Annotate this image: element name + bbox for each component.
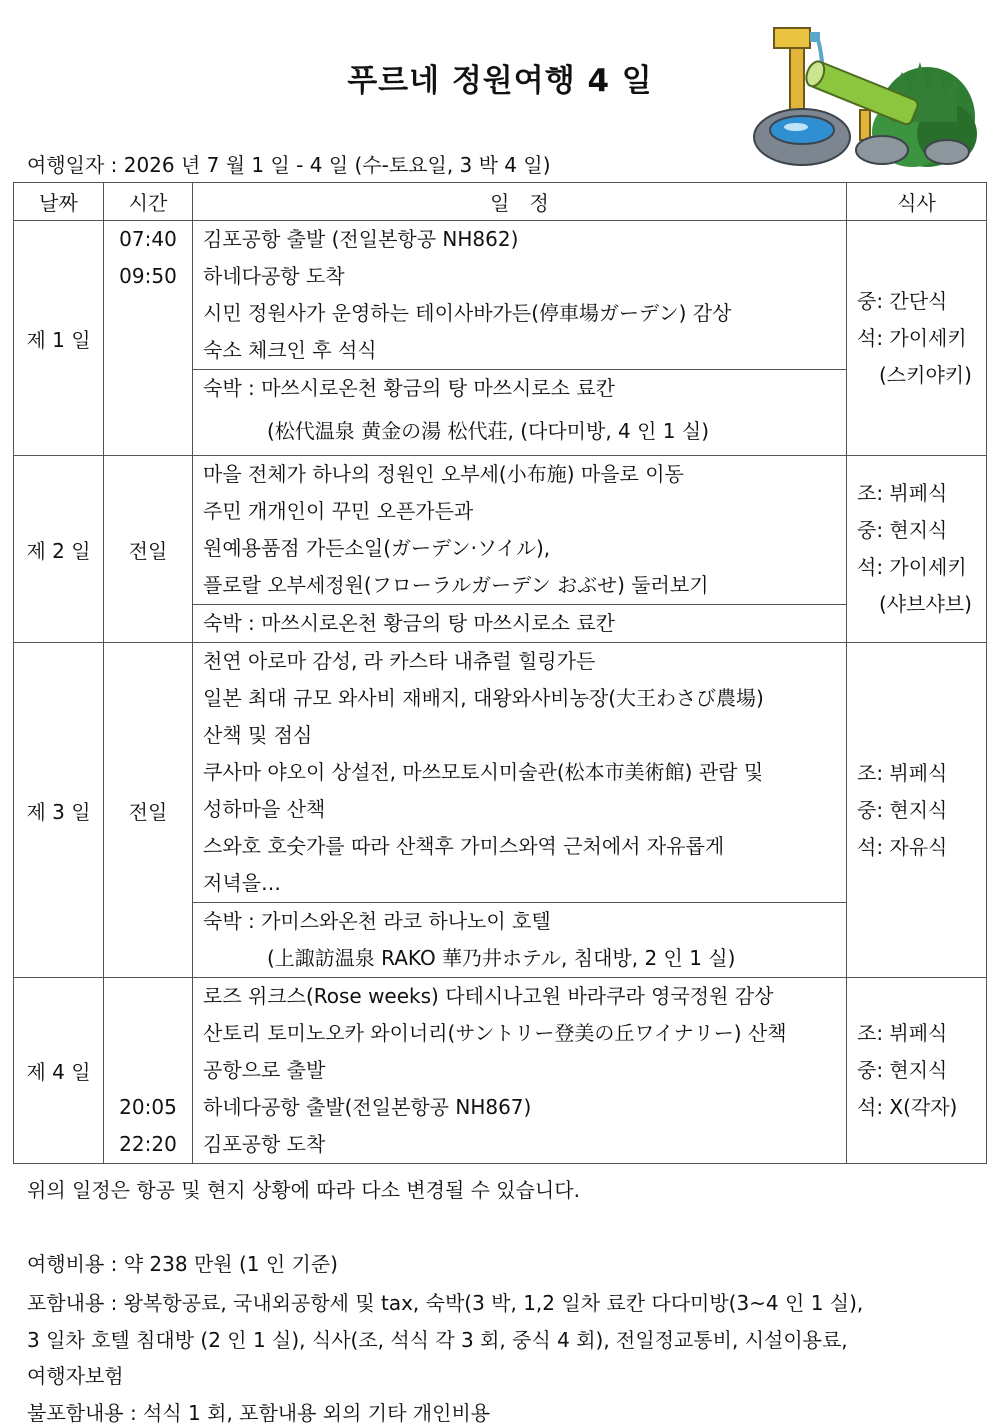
lodging-line: 숙박 : 마쓰시로온천 황금의 탕 마쓰시로소 료칸	[203, 376, 615, 400]
date-header: 날짜	[14, 183, 104, 221]
schedule-line: 성하마을 산책	[203, 797, 326, 821]
time-value	[104, 1015, 192, 1052]
meal-line: 석: 가이세키	[857, 555, 967, 579]
schedule-line: 김포공항 도착	[203, 1132, 326, 1156]
time-value: 22:20	[119, 1132, 177, 1156]
meal-cell	[847, 643, 987, 978]
schedule-cell	[193, 221, 847, 370]
meal-header: 식사	[847, 183, 987, 221]
lodging-line: 숙박 : 마쓰시로온천 황금의 탕 마쓰시로소 료칸	[203, 611, 615, 635]
excluded-line: 불포함내용 : 석식 1 회, 포함내용 외의 기타 개인비용	[27, 1401, 491, 1425]
included-line: 3 일차 호텔 침대방 (2 인 1 실), 식사(조, 석식 각 3 회, 중식 4 회), 전일정교통비, 시설이용료,	[27, 1328, 848, 1352]
lodging-detail: (上諏訪温泉 RAKO 華乃井ホテル, 침대방, 2 인 1 실)	[267, 946, 736, 970]
schedule-cell	[193, 456, 847, 605]
schedule-line: 산토리 토미노오카 와이너리(サントリー登美の丘ワイナリー) 산책	[203, 1021, 787, 1045]
schedule-line: 공항으로 출발	[203, 1058, 326, 1082]
meal-line: 석: 가이세키	[857, 325, 967, 350]
meal-line: 조: 뷔페식	[857, 481, 948, 505]
time-header: 시간	[104, 183, 193, 221]
time-value: 07:40	[119, 227, 177, 251]
bamboo-water-fountain-illustration	[752, 22, 977, 167]
time-cell: 전일	[104, 456, 193, 643]
table-header-row	[14, 183, 987, 221]
lodging-cell	[193, 903, 847, 978]
schedule-line: 저녁을…	[203, 871, 281, 895]
schedule-line: 쿠사마 야오이 상설전, 마쓰모토시미술관(松本市美術館) 관람 및	[203, 760, 764, 784]
day-label: 제 4 일	[14, 978, 104, 1164]
time-cell	[104, 978, 193, 1164]
lodging-line: 숙박 : 가미스와온천 라코 하나노이 호텔	[203, 909, 551, 933]
time-value	[104, 978, 192, 1015]
meal-line: 중: 현지식	[857, 518, 948, 542]
schedule-cell	[193, 643, 847, 903]
schedule-line: 시민 정원사가 운영하는 테이사바가든(停車場ガーデン) 감상	[203, 301, 732, 325]
meal-line: 석: 자유식	[857, 834, 948, 859]
time-value: 09:50	[119, 264, 177, 288]
travel-date: 여행일자 : 2026 년 7 월 1 일 - 4 일 (수-토요일, 3 박 4 일)	[27, 153, 551, 177]
day-label: 제 2 일	[14, 456, 104, 643]
time-cell: 전일	[104, 643, 193, 978]
schedule-line: 플로랄 오부세정원(フローラルガーデン おぶせ) 둘러보기	[203, 573, 709, 597]
schedule-line: 마을 전체가 하나의 정원인 오부세(小布施) 마을로 이동	[203, 462, 684, 486]
meal-line: 중: 간단식	[857, 288, 948, 313]
schedule-line: 숙소 체크인 후 석식	[203, 338, 377, 362]
travel-cost: 여행비용 : 약 238 만원 (1 인 기준)	[27, 1252, 338, 1276]
schedule-line: 천연 아로마 감성, 라 카스타 내츄럴 힐링가든	[203, 649, 596, 673]
meal-line: 중: 현지식	[857, 797, 948, 822]
lodging-cell	[193, 370, 847, 456]
time-value	[104, 1052, 192, 1089]
meal-line: (샤브샤브)	[879, 592, 972, 616]
schedule-line: 하네다공항 도착	[203, 264, 345, 288]
schedule-line: 일본 최대 규모 와사비 재배지, 대왕와사비농장(大王わさび農場)	[203, 686, 764, 710]
schedule-line: 주민 개개인이 꾸민 오픈가든과	[203, 499, 474, 523]
meal-line: 중: 현지식	[857, 1058, 948, 1082]
included-line: 포함내용 : 왕복항공료, 국내외공항세 및 tax, 숙박(3 박, 1,2 일차 료칸 다다미방(3~4 인 1 실),	[27, 1291, 864, 1315]
table-row	[14, 221, 987, 370]
table-row	[14, 978, 987, 1164]
schedule-cell	[193, 978, 847, 1164]
table-row	[14, 643, 987, 903]
day-label: 제 3 일	[14, 643, 104, 978]
schedule-line: 스와호 호숫가를 따라 산책후 가미스와역 근처에서 자유롭게	[203, 834, 725, 858]
meal-line: 석: X(각자)	[857, 1095, 958, 1119]
schedule-line: 하네다공항 출발(전일본항공 NH867)	[203, 1095, 532, 1119]
meal-cell	[847, 456, 987, 643]
time-value: 20:05	[119, 1095, 177, 1119]
schedule-line: 로즈 위크스(Rose weeks) 다테시나고원 바라쿠라 영국정원 감상	[203, 984, 774, 1008]
schedule-line: 산책 및 점심	[203, 723, 313, 747]
included-line: 여행자보험	[27, 1364, 124, 1388]
time-cell	[104, 221, 193, 456]
lodging-detail: (松代温泉 黄金の湯 松代荘, (다다미방, 4 인 1 실)	[267, 419, 709, 443]
schedule-line: 김포공항 출발 (전일본항공 NH862)	[203, 227, 519, 251]
schedule-notice: 위의 일정은 항공 및 현지 상황에 따라 다소 변경될 수 있습니다.	[27, 1178, 580, 1202]
schedule-table	[13, 182, 987, 1164]
table-row	[14, 456, 987, 605]
schedule-line: 원예용품점 가든소일(ガーデン·ソイル),	[203, 536, 551, 560]
meal-cell	[847, 221, 987, 456]
day-label: 제 1 일	[14, 221, 104, 456]
meal-cell	[847, 978, 987, 1164]
meal-line: 조: 뷔페식	[857, 1021, 948, 1045]
lodging-cell	[193, 605, 847, 643]
meal-line: 조: 뷔페식	[857, 760, 948, 785]
schedule-header: 일 정	[193, 183, 847, 221]
meal-line: (스키야키)	[879, 362, 972, 387]
page-title: 푸르네 정원여행 4 일	[347, 63, 653, 99]
